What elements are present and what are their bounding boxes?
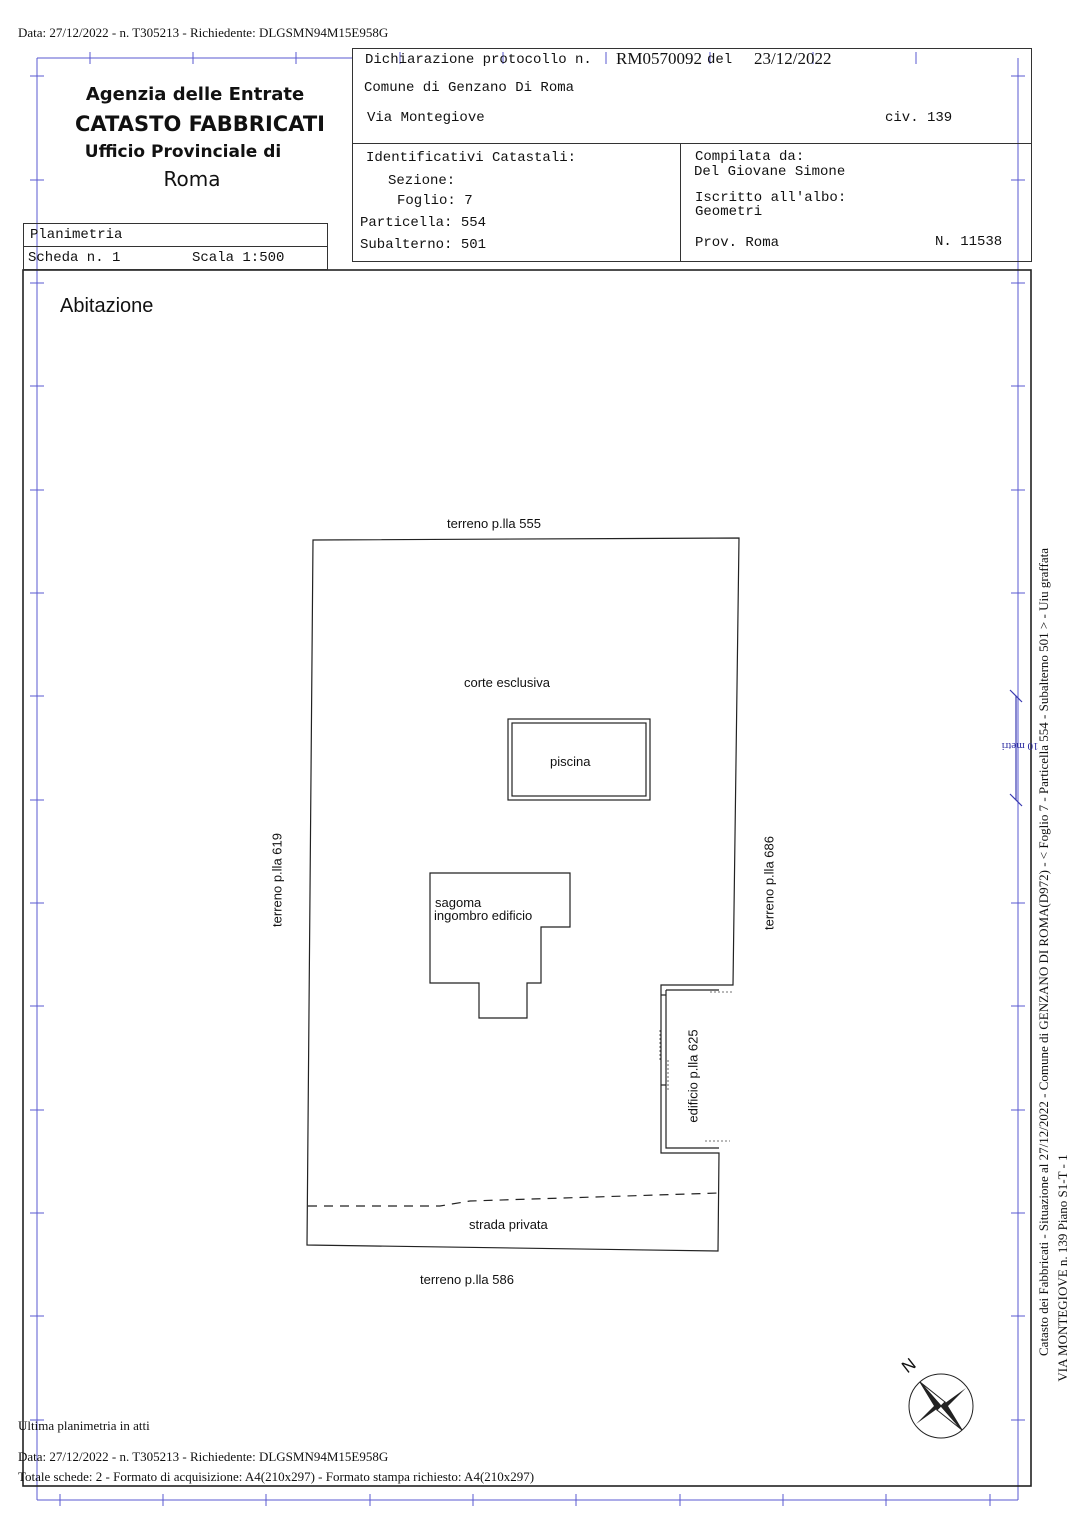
request-header: Data: 27/12/2022 - n. T305213 - Richiedente: DLGSMN94M15E958G	[18, 25, 389, 40]
civic-number: civ. 139	[885, 110, 953, 126]
label-adjacent-building: edificio p.lla 625	[685, 1029, 701, 1123]
label-east-parcel: terreno p.lla 686	[761, 836, 777, 930]
identifiers-title: Identificativi Catastali:	[366, 150, 577, 166]
protocol-date: 23/12/2022	[754, 49, 832, 68]
side-note-line2: VIA MONTEGIOVE n. 139 Piano S1-T - 1	[1055, 1154, 1070, 1382]
scale-marker-label: 10 metri	[1001, 740, 1039, 752]
registration-number: N. 11538	[935, 234, 1003, 250]
label-building-1: sagoma	[435, 895, 482, 910]
label-north-parcel: terreno p.lla 555	[447, 516, 541, 531]
sezione: Sezione:	[388, 173, 456, 189]
label-building-2: ingombro edificio	[434, 908, 533, 923]
sheet-scale: Scala 1:500	[192, 250, 285, 266]
agency-office: CATASTO FABBRICATI	[75, 112, 325, 136]
label-west-parcel: terreno p.lla 619	[269, 833, 285, 927]
compass-icon	[909, 1374, 973, 1438]
albo: Geometri	[695, 204, 763, 220]
sheet-type: Planimetria	[30, 227, 123, 243]
label-south-parcel: terreno p.lla 586	[420, 1272, 514, 1287]
road-dashed-line	[308, 1193, 719, 1206]
agency-province-label: Ufficio Provinciale di	[84, 142, 282, 162]
label-road: strada privata	[469, 1217, 548, 1232]
agency-name: Agenzia delle Entrate	[85, 84, 305, 105]
side-note-line1: Catasto dei Fabbricati - Situazione al 27/12/2022 - Comune di GENZANO DI ROMA(D972) - < Foglio 7 - Particella 554 - Subalterno 501 > - Uiu graffata	[1036, 548, 1051, 1356]
address: Via Montegiove	[367, 110, 485, 126]
agency-province: Roma	[163, 167, 221, 191]
sheet-number: Scheda n. 1	[28, 250, 121, 266]
footer-totals: Totale schede: 2 - Formato di acquisizione: A4(210x297) - Formato stampa richiesto: A4(210x297)	[18, 1469, 535, 1484]
compiler-name: Del Giovane Simone	[694, 164, 846, 180]
protocol-number: RM0570092	[616, 49, 702, 68]
foglio: Foglio: 7	[397, 193, 473, 209]
lot-boundary	[307, 538, 739, 1251]
plan-title: Abitazione	[60, 295, 154, 317]
label-pool: piscina	[550, 754, 591, 769]
particella: Particella: 554	[360, 215, 487, 231]
compiler-label: Compilata da:	[695, 149, 805, 165]
subalterno: Subalterno: 501	[360, 237, 487, 253]
label-court: corte esclusiva	[464, 675, 550, 690]
footer-request: Data: 27/12/2022 - n. T305213 - Richiedente: DLGSMN94M15E958G	[18, 1449, 389, 1464]
footer-last-plan: Ultima planimetria in atti	[18, 1418, 150, 1433]
albo-label: Iscritto all'albo:	[695, 190, 847, 206]
province: Prov. Roma	[695, 235, 780, 251]
compass-north-letter: N	[898, 1354, 920, 1377]
protocol-label: Dichiarazione protocollo n.	[365, 52, 592, 68]
protocol-del: del	[707, 52, 733, 68]
comune: Comune di Genzano Di Roma	[364, 80, 575, 96]
